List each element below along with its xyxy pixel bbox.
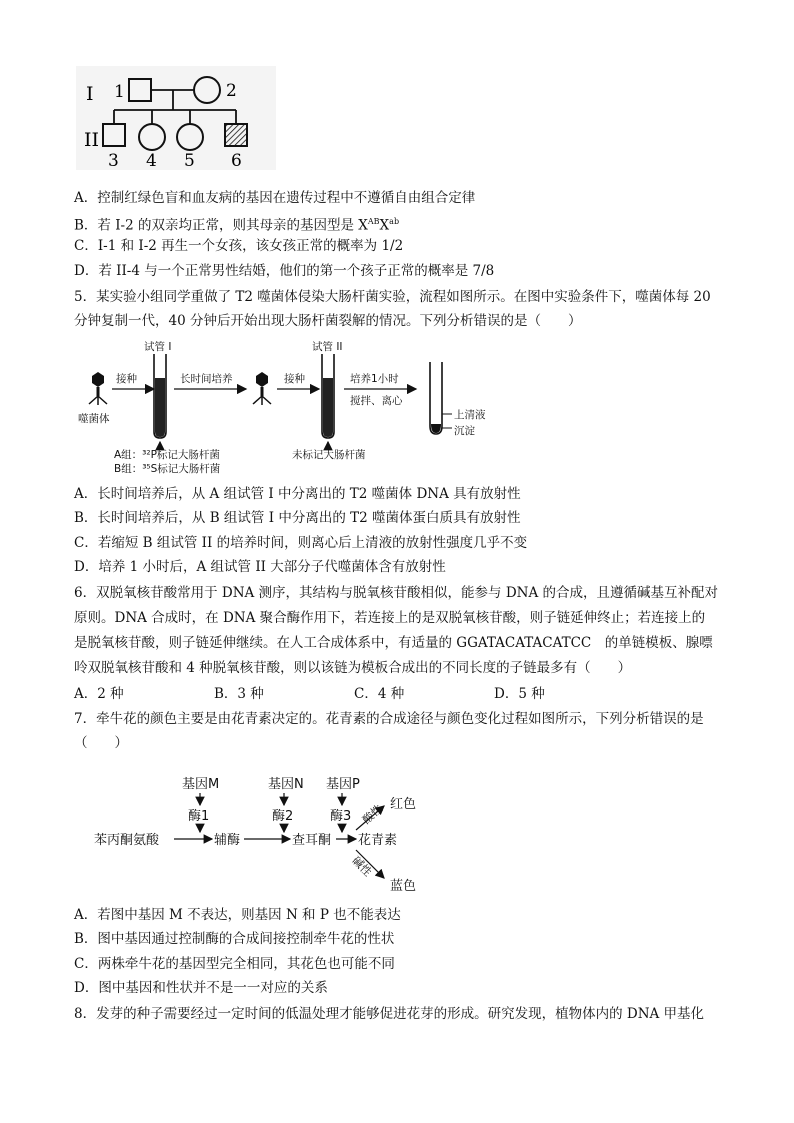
q4-genotype-x: X [379, 217, 390, 234]
individual-number-3: 3 [108, 151, 119, 170]
q5-stem-line1: 5．某实验小组同学重做了 T2 噬菌体侵染大肠杆菌实验，流程如图所示。在图中实验条件下，噬菌体每 20 [74, 289, 711, 305]
product-anthocyanin: 花青素 [358, 833, 398, 848]
q6-options [74, 684, 634, 704]
individual-number-2: 2 [226, 81, 237, 101]
generation-label-ii: II [84, 129, 100, 151]
q5-option-d: D．培养 1 小时后，A 组试管 II 大部分子代噬菌体含有放射性 [74, 559, 446, 575]
q4-option-d: D．若 II-4 与一个正常男性结婚，他们的第一个孩子正常的概率是 7/8 [74, 263, 495, 279]
enzyme-2-label: 酶2 [272, 809, 294, 824]
group-a-label: A组：³²P标记大肠杆菌 [114, 449, 220, 461]
substrate-phenylpyruvate: 苯丙酮氨酸 [94, 833, 160, 848]
q6-option-c: C．4 种 [354, 686, 405, 702]
inoculate-label-1: 接种 [116, 373, 137, 385]
gene-m-label: 基因M [182, 777, 220, 792]
inoculate-label-2: 接种 [284, 373, 305, 385]
phage-icon-1 [89, 372, 107, 405]
stir-centrifuge-label: 搅拌、离心 [350, 395, 403, 407]
gene-n-label: 基因N [268, 777, 304, 792]
q7-option-b: B．图中基因通过控制酶的合成间接控制牵牛花的性状 [74, 931, 395, 947]
q7-stem-line1: 7．牵牛花的颜色主要是由花青素决定的。花青素的合成途径与颜色变化过程如图所示，下列分析错误的是 [74, 711, 704, 727]
q5-option-a: A．长时间培养后，从 A 组试管 I 中分离出的 T2 噬菌体 DNA 具有放射性 [74, 486, 521, 502]
product-chalcone: 查耳酮 [292, 833, 332, 848]
affected-male-6 [225, 124, 247, 146]
tube-i [154, 354, 166, 438]
q7-stem-line2: （ ） [74, 735, 128, 751]
gene-p-label: 基因P [326, 777, 360, 792]
q4-option-b [74, 212, 399, 236]
q4-option-c: C．I-1 和 I-2 再生一个女孩，该女孩正常的概率为 1/2 [74, 238, 404, 254]
product-coenzyme: 辅酶 [214, 833, 241, 848]
blue-color-label: 蓝色 [390, 879, 417, 894]
q6-option-a: A．2 种 [74, 686, 124, 702]
q6-stem-line2: 原则。DNA 合成时，在 DNA 聚合酶作用下，若连接上的是双脱氧核苷酸，则子链延伸终止；若连接上的 [74, 610, 706, 626]
phage-icon-2 [253, 372, 271, 405]
individual-number-1: 1 [114, 82, 125, 102]
q4-genotype-sup1: AB [367, 217, 380, 226]
enzyme-3-label: 酶3 [330, 809, 352, 824]
q4-genotype-sup2: ab [389, 217, 400, 226]
tube-ii [322, 354, 334, 438]
acidic-label: 酸性 [360, 802, 386, 827]
individual-number-4: 4 [146, 151, 157, 170]
q4-option-a: A．控制红绿色盲和血友病的基因在遗传过程中不遵循自由组合定律 [74, 190, 476, 206]
group-b-label: B组：³⁵S标记大肠杆菌 [114, 463, 221, 475]
q7-option-c: C．两株牵牛花的基因型完全相同，其花色也可能不同 [74, 956, 395, 972]
culture-1h-label: 培养1小时 [350, 373, 399, 385]
q8-stem-line1: 8．发芽的种子需要经过一定时间的低温处理才能够促进花芽的形成。研究发现，植物体内的 DNA 甲基化 [74, 1006, 705, 1022]
pellet-label: 沉淀 [454, 425, 475, 437]
individual-number-6: 6 [231, 151, 242, 170]
supernatant-label: 上清液 [454, 409, 486, 421]
q4-option-b-text: B．若 I-2 的双亲均正常，则其母亲的基因型是 X [74, 217, 368, 234]
q7-option-d: D．图中基因和性状并不是一一对应的关系 [74, 980, 328, 996]
red-color-label: 红色 [390, 797, 417, 812]
unlabeled-ecoli-label: 未标记大肠杆菌 [292, 449, 366, 461]
anthocyanin-pathway-figure [94, 768, 434, 896]
tube-i-label: 试管 I [144, 341, 172, 353]
generation-label-i: I [86, 83, 94, 105]
q7-option-a: A．若图中基因 M 不表达，则基因 N 和 P 也不能表达 [74, 907, 401, 923]
q6-option-d: D．5 种 [494, 686, 545, 702]
q6-stem-line3: 是脱氧核苷酸，则子链延伸继续。在人工合成体系中，有适量的 GGATACATACATCC 的单链模板、腺嘌 [74, 635, 713, 651]
phage-label: 噬菌体 [78, 413, 110, 425]
individual-number-5: 5 [184, 151, 195, 170]
enzyme-1-label: 酶1 [188, 809, 210, 824]
alkaline-label: 碱性 [349, 854, 375, 879]
q5-option-b: B．长时间培养后，从 B 组试管 I 中分离出的 T2 噬菌体蛋白质具有放射性 [74, 510, 521, 526]
q6-stem-line4: 呤双脱氧核苷酸和 4 种脱氧核苷酸，则以该链为模板合成出的不同长度的子链最多有（ ） [74, 660, 632, 676]
centrifuge-tube [430, 362, 442, 434]
pedigree-figure [76, 66, 276, 170]
q6-option-b: B．3 种 [214, 686, 264, 702]
tube-ii-label: 试管 II [312, 341, 343, 353]
long-culture-label: 长时间培养 [180, 373, 233, 385]
q6-stem-line1: 6．双脱氧核苷酸常用于 DNA 测序，其结构与脱氧核苷酸相似，能参与 DNA 的合成，且遵循碱基互补配对 [74, 585, 719, 601]
q5-option-c: C．若缩短 B 组试管 II 的培养时间，则离心后上清液的放射性强度几乎不变 [74, 535, 528, 551]
q5-stem-line2: 分钟复制一代，40 分钟后开始出现大肠杆菌裂解的情况。下列分析错误的是（ ） [74, 313, 582, 329]
phage-experiment-figure [74, 338, 500, 476]
